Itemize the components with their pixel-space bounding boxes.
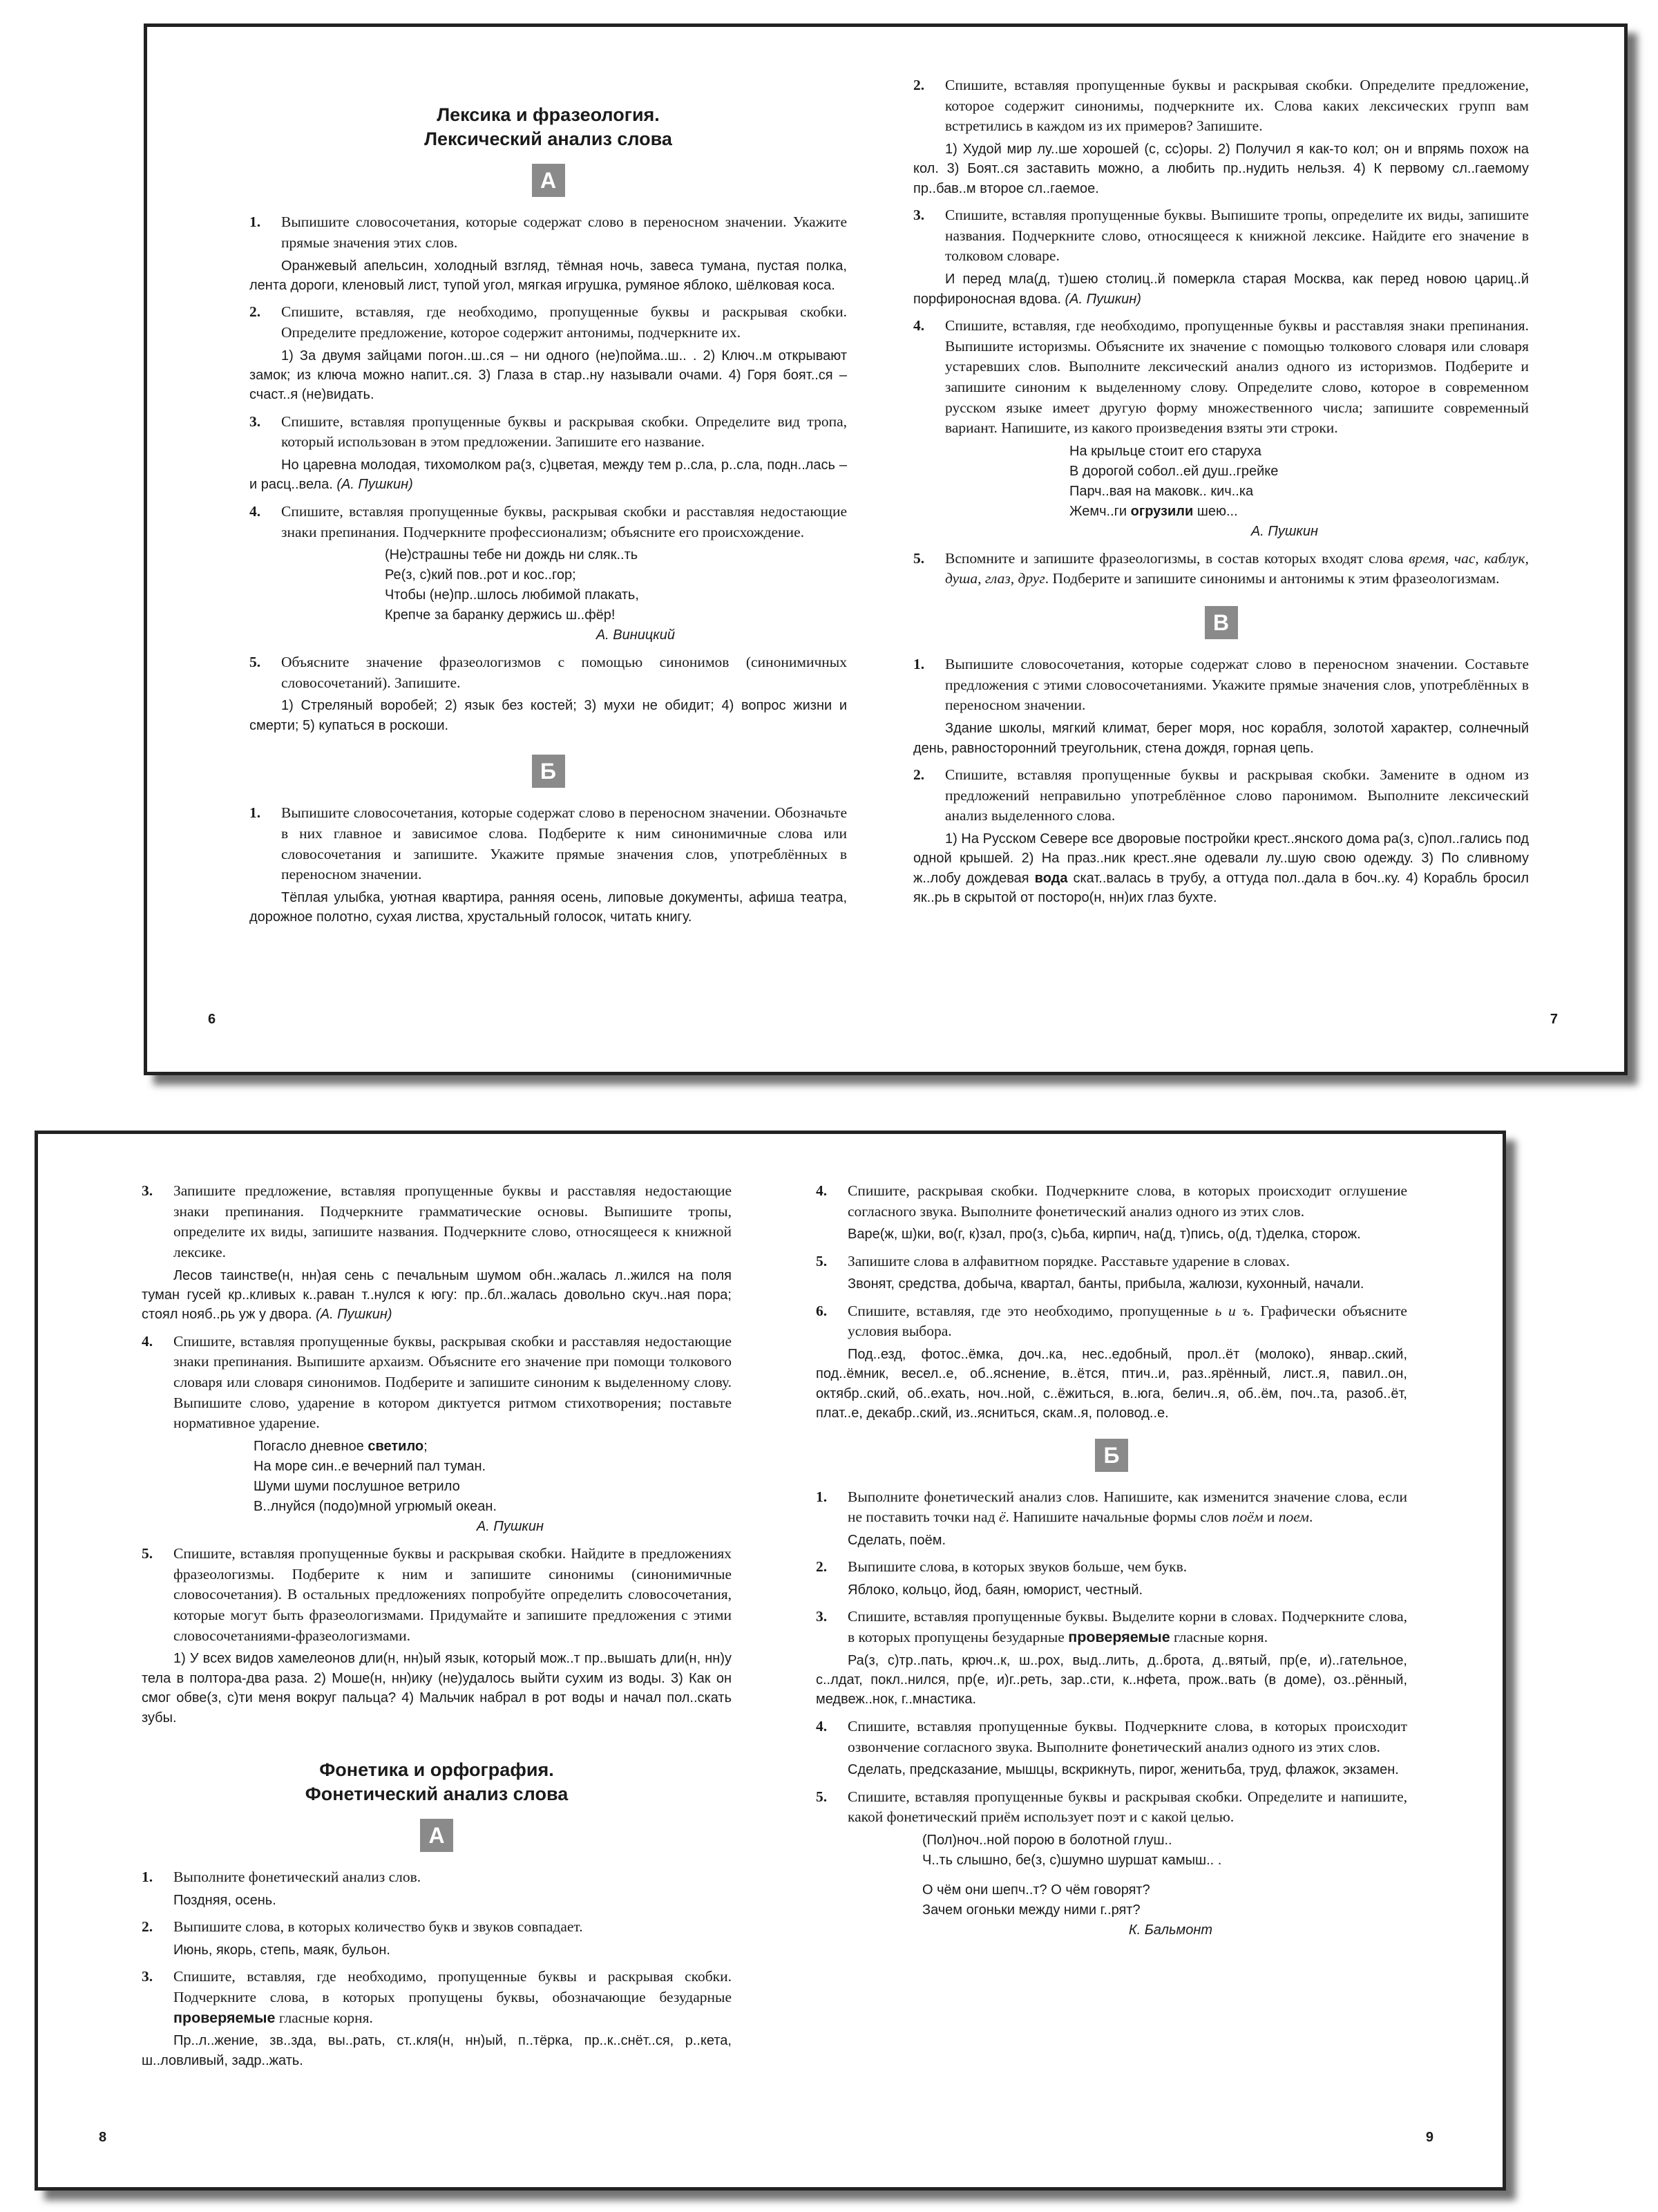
task-phon-a4: 4. Спишите, раскрывая скобки. Подчеркните слова, в которых происходит оглушение согласного звука. Выполните фонетический анализ одного из этих слов. Варе(ж, ш)ки, во(г, к)зал, про(з, с)ьба, кирпич, на(д, т)пись, о(д, т)делка, сторож.: [816, 1182, 1407, 1242]
task-phon-b1: 1. Выполните фонетический анализ слов. Напишите, как изменится значение слова, если не поставить точки над ё. Напишите начальные формы слов поём и поем. Сделать, поём.: [816, 1488, 1407, 1548]
poem-pushkin-ocean: Погасло дневное светило; На море син..е вечерний пал туман. Шуми шуми послушное ветрило В..лнуйся (подо)мной угрюмый океан. А. Пушкин: [254, 1439, 544, 1535]
level-badge-b: Б: [1095, 1439, 1128, 1472]
task-v2: 2. Спишите, вставляя пропущенные буквы и раскрывая скобки. Замените в одном из предложений неправильно употреблённое слово паронимом. Выполните лексический анализ выделенного слова. 1) На Русском Севере все дворовые постройки крест..янского дома ра(з, с)пол..гались под одной крышей. 2) На праз..ник крест..яне одевали лу..шую свою одежду. 3) По сливному ж..лобу дождевая вода скат..валась в трубу, а оттуда пол..дала в боч..ку. 4) Корабль бросил як..рь в скрытой от посторо(н, нн)их глаз бухте.: [913, 766, 1529, 906]
task-phon-a6: 6. Спишите, вставляя, где это необходимо, пропущенные ь и ъ. Графически объясните условия выбора. Под..езд, фотос..ёмка, доч..ка, нес..едобный, прол..ёт (молоко), январ..ский, под..ёмник, весел..е, об..яснение, в..ётся, птич..и, раз..ярённый, лист..я, павил..он, октябр..ский, об..ехать, ноч..ной, с..ёжиться, в..юга, белич..я, об..ём, поч..та, разоб..ёт, плат..е, декабр..ский, из..ясниться, скам..я, половод..е.: [816, 1302, 1407, 1421]
level-badge-a: А: [420, 1819, 453, 1852]
page-number: 6: [208, 1011, 216, 1027]
page-9: [770, 1134, 1503, 2187]
task-a1: 1. Выпишите словосочетания, которые содержат слово в переносном значении. Укажите прямые значения этих слов. Оранжевый апельсин, холодный взгляд, тёмная ночь, завеса тумана, пустая полка, лента дороги, кленовый лист, тупой угол, мягкая игрушка, румяное яблоко, шёлковая коса.: [249, 214, 847, 293]
level-badge-a: А: [532, 164, 565, 197]
task-phon-b2: 2. Выпишите слова, в которых звуков больше, чем букв. Яблоко, кольцо, йод, баян, юморист, честный.: [816, 1558, 1188, 1598]
book-spread-pages-8-9: [35, 1131, 1506, 2191]
task-b1: 1. Выпишите словосочетания, которые содержат слово в переносном значении. Обозначьте в них главное и зависимое слова. Подберите к ним синонимичные слова или словосочетания и запишите. Укажите прямые значения слов, употреблённых в переносном значении. Тёплая улыбка, уютная квартира, ранняя осень, липовые документы, афиша театра, дорожное полотно, сухая листва, хрустальный голосок, читать книгу.: [249, 804, 847, 925]
section-title-lexicology: Лексика и фразеология. Лексический анализ слова: [424, 104, 672, 150]
page-8: [38, 1134, 770, 2187]
book-spread-pages-6-7: [144, 23, 1628, 1075]
task-a4: 4. Спишите, вставляя пропущенные буквы, раскрывая скобки и расставляя недостающие знаки препинания. Подчеркните профессионализм; объясните его происхождение. (Не)страшны тебе ни дождь ни сляк..ть Ре(з, с)кий пов..рот и кос..гор; Чтобы (не)пр..шлось любимой плакать, Крепче за баранку держись ш..фёр! А. Виницкий: [249, 502, 847, 645]
page-7: [886, 27, 1624, 1072]
page-number: 8: [99, 2129, 107, 2145]
task-phon-b5: 5. Спишите, вставляя пропущенные буквы и раскрывая скобки. Определите и напишите, какой фонетический приём использует поэт и с какой целью. (Пол)ноч..ной порою в болотной глуш.. Ч..ть слышно, бе(з, с)шумно шуршат камыш.. . О чём они шепч..т? О чём говорят? Зачем огоньки между ними г..рят? К. Бальмонт: [816, 1787, 1407, 1940]
task-phon-a3: 3. Спишите, вставляя, где необходимо, пропущенные буквы и раскрывая скобки. Подчеркните слова, в которых пропущены буквы, обозначающие безударные проверяемые гласные корня. Пр..л..жение, зв..зда, вы..рать, ст..кля(н, нн)ый, п..тёрка, пр..к..снёт..ся, р..кета, ш..ловливый, задр..жать.: [142, 1968, 732, 2068]
poem-balmont: (Пол)ноч..ной порою в болотной глуш.. Ч..ть слышно, бе(з, с)шумно шуршат камыш.. . О чём они шепч..т? О чём говорят? Зачем огоньки между ними г..рят? К. Бальмонт: [922, 1832, 1222, 1938]
task-b5-p8: 5. Спишите, вставляя пропущенные буквы и раскрывая скобки. Найдите в предложениях фразеологизмы. Подберите к ним и запишите синонимы (синонимичные словосочетания). В остальных предложениях попробуйте определить словосочетания, которые могут быть фразеологизмами. Придумайте и запишите предложения с этими словосочетаниями-фразеологизмами. 1) У всех видов хамелеонов дли(н, нн)ый язык, который мож..т пр..вышать дли(н, нн)у тела в полтора-два раза. 2) Моше(н, нн)ику (не)удалось выйти сухим из воды. 3) Как он смог обве(з, с)ти меня вокруг пальца? 4) Мальчик набрал в рот воды и начал пол..скать зубы.: [142, 1545, 732, 1726]
section-title-phonetics: Фонетика и орфография. Фонетический анализ слова: [305, 1759, 569, 1805]
poem-pushkin: На крыльце стоит его старуха В дорогой собол..ей душ..грейке Парч..вая на маковк.. кич..ка Жемч..ги огрузили шею... А. Пушкин: [1069, 443, 1318, 539]
task-v1: 1. Выпишите словосочетания, которые содержат слово в переносном значении. Составьте предложения с этими словосочетаниями. Укажите прямые значения слов, употреблённых в переносном значении. Здание школы, мягкий климат, берег моря, нос корабля, золотой характер, солнечный день, равносторонний треугольник, стена дождя, горная цепь.: [913, 656, 1529, 756]
level-badge-v: В: [1205, 606, 1238, 639]
page-number: 9: [1425, 2129, 1433, 2145]
page-number: 7: [1550, 1011, 1558, 1027]
level-badge-b: Б: [532, 755, 565, 788]
task-phon-b4: 4. Спишите, вставляя пропущенные буквы. Подчеркните слова, в которых происходит озвончение согласного звука. Выполните фонетический анализ одного из этих слов. Сделать, предсказание, мышцы, вскрикнуть, пирог, женитьба, труд, флажок, экзамен.: [816, 1717, 1407, 1778]
task-a5: 5. Объясните значение фразеологизмов с помощью синонимов (синонимичных словосочетаний). Запишите. 1) Стреляный воробей; 2) язык без костей; 3) мухи не обидит; 4) вопрос жизни и смерти; 5) купаться в роскоши.: [249, 654, 847, 733]
task-b2: 2. Спишите, вставляя пропущенные буквы и раскрывая скобки. Определите предложение, которое содержит синонимы, подчеркните их. Слова каких лексических групп вам встретились в каждом из их примеров? Запишите. 1) Худой мир лу..ше хорошей (с, сс)оры. 2) Получил я как-то кол; он и впрямь похож на кол. 3) Боят..ся заставить можно, а любить пр..нудить нельзя. 4) К первому сл..гаемому пр..бав..м второе сл..гаемое.: [913, 77, 1529, 196]
task-b4-p8: 4. Спишите, вставляя пропущенные буквы, раскрывая скобки и расставляя недостающие знаки препинания. Выпишите архаизм. Объясните его значение при помощи толкового словаря или словаря синонимов. Подберите и запишите синоним к выделенному слову. Выпишите слово, ударение в котором диктуется ритмом стихотворения; поставьте нормативное ударение. Погасло дневное светило; На море син..е вечерний пал туман. Шуми шуми послушное ветрило В..лнуйся (подо)мной угрюмый океан. А. Пушкин: [142, 1332, 732, 1537]
task-phon-b3: 3. Спишите, вставляя пропущенные буквы. Выделите корни в словах. Подчеркните слова, в которых пропущены безударные проверяемые гласные корня. Ра(з, с)тр..пать, крюч..к, ш..рох, выд..лить, д..брота, д..вятый, пр(е, и)..гательное, с..лдат, покл..нился, пр(е, и)г..реть, зар..сти, к..нфета, прож..вать (в доме), оз..рённый, медвеж..нок, г..мнастика.: [816, 1608, 1407, 1708]
task-b3-p8: 3. Запишите предложение, вставляя пропущенные буквы и расставляя недостающие знаки препинания. Подчеркните грамматические основы. Выпишите тропы, определите их виды, запишите названия. Подчеркните слово, относящееся к книжной лексике. Лесов таинстве(н, нн)ая сень с печальным шумом обн..жалась л..жился на поля туман гусей кр..кливых к..раван т..нулся к югу: пр..бл..жалась довольно скуч..ная пора; стоял нояб..рь уж у двора. (А. Пушкин): [142, 1182, 732, 1323]
task-a3: 3. Спишите, вставляя пропущенные буквы и раскрывая скобки. Определите вид тропа, который использован в этом предложении. Запишите его название. Но царевна молодая, тихомолком ра(з, с)цветая, между тем р..сла, р..сла, подн..лась – и расц..вела. (А. Пушкин): [249, 413, 847, 493]
task-phon-a1: 1. Выполните фонетический анализ слов. Поздняя, осень.: [142, 1869, 421, 1908]
task-b3: 3. Спишите, вставляя пропущенные буквы. Выпишите тропы, определите их виды, запишите названия. Подчеркните слово, относящееся к книжной лексике. Найдите его значение в толковом словаре. И перед мла(д, т)шею столиц..й померкла старая Москва, как перед новою цариц..й порфироносная вдова. (А. Пушкин): [913, 207, 1529, 307]
task-phon-a2: 2. Выпишите слова, в которых количество букв и звуков совпадает. Июнь, якорь, степь, маяк, бульон.: [142, 1918, 583, 1958]
poem-vinitsky: (Не)страшны тебе ни дождь ни сляк..ть Ре(з, с)кий пов..рот и кос..гор; Чтобы (не)пр..шлось любимой плакать, Крепче за баранку держись ш..фёр! А. Виницкий: [385, 547, 675, 643]
task-b4: 4. Спишите, вставляя, где необходимо, пропущенные буквы и расставляя знаки препинания. Выпишите историзмы. Объясните их значение с помощью толкового словаря или словаря устаревших слов. Выполните лексический анализ одного из историзмов. Подберите и запишите синоним к выделенному слову. Определите слово, которое в современном русском языке имеет другую форму множественного числа; запишите современный вариант. Напишите, из какого произведения взяты эти строки. На крыльце стоит его старуха В дорогой собол..ей душ..грейке Парч..вая на маковк.. кич..ка Жемч..ги огрузили шею... А. Пушкин: [913, 316, 1529, 542]
task-b5: 5. Вспомните и запишите фразеологизмы, в состав которых входят слова время, час, каблук, душа, глаз, друг. Подберите и запишите синонимы и антонимы к этим фразеологизмам.: [913, 549, 1529, 587]
task-a2: 2. Спишите, вставляя, где необходимо, пропущенные буквы и раскрывая скобки. Определите предложение, которое содержит антонимы, подчеркните их. 1) За двумя зайцами погон..ш..ся – ни одного (не)пойма..ш.. . 2) Ключ..м открывают замок; из ключа можно напит..ся. 3) Глаза в стар..ну называли очами. 4) Горя боят..ся – счаст..я (не)видать.: [249, 303, 847, 403]
page-6: [147, 27, 886, 1072]
task-phon-a5: 5. Запишите слова в алфавитном порядке. Расставьте ударение в словах. Звонят, средства, добыча, квартал, банты, прибыла, жалюзи, кухонный, начали.: [816, 1252, 1364, 1292]
